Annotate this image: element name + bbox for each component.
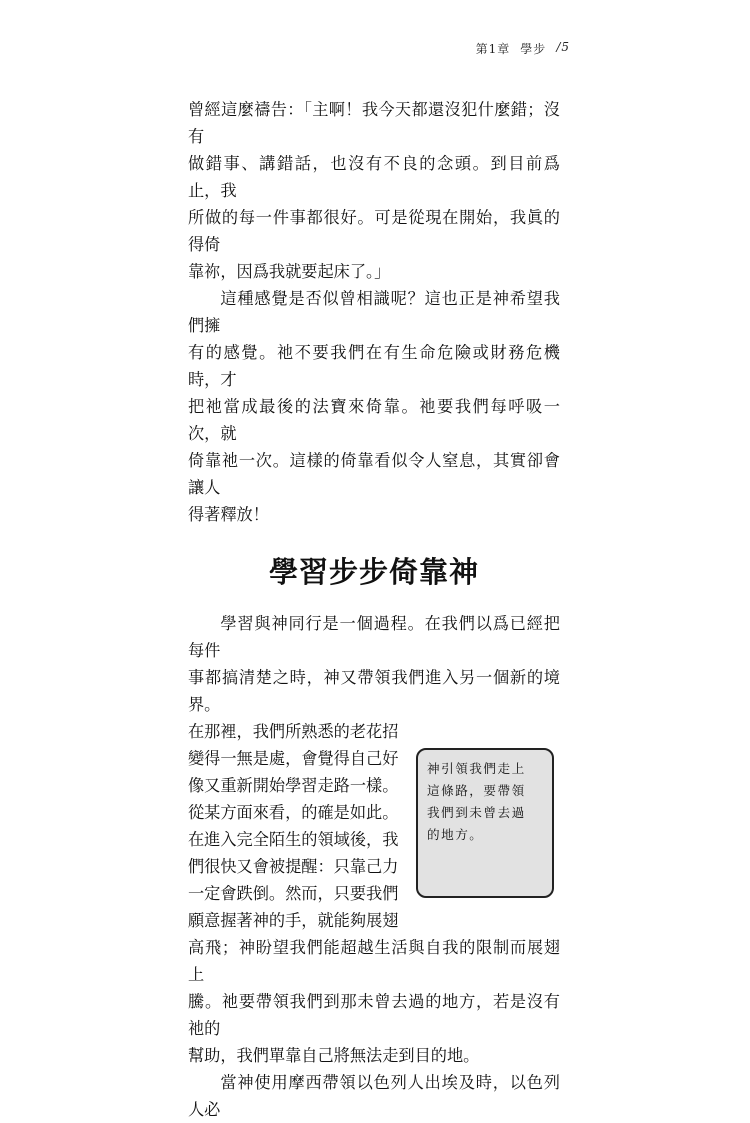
paragraph-prayer: 曾經這麼禱告：「主啊！我今天都還沒犯什麼錯；沒有 做錯事、講錯話，也沒有不良的念頭。到目前爲止，我 所做的每一件事都很好。可是從現在開始，我眞的得倚 靠祢，因爲我就要起床了。」 — [188, 100, 560, 281]
paragraph-continued: 高飛；神盼望我們能超越生活與自我的限制而展翅上 騰。祂要帶領我們到那未曾去過的地方，若是沒有祂的 幫助，我們單靠自己將無法走到目的地。 — [188, 938, 560, 1065]
page-body — [188, 96, 560, 1123]
running-head — [476, 40, 570, 57]
paragraph-wrapped: 在那裡，我們所熟悉的老花招 變得一無是處，會覺得自己好 像又重新開始學習走路一樣。 從某方面來看，的確是如此。 在進入完全陌生的領域後，我 們很快又會被提醒：只靠己力 一定會跌倒。然而，只要我們 願意握著神的手，就能夠展翅 — [188, 722, 399, 930]
paragraph-intro: 學習與神同行是一個過程。在我們以爲已經把每件 事都搞清楚之時，神又帶領我們進入另一個新的境界。 — [188, 614, 560, 714]
pull-quote-box: 神引領我們走上 這條路，要帶領 我們到未曾去過 的地方。 — [416, 748, 554, 898]
paragraph-feeling: 這種感覺是否似曾相識呢？這也正是神希望我們擁 有的感覺。祂不要我們在有生命危險或財務危機時，才 把祂當成最後的法寶來倚靠。祂要我們每呼吸一次，就 倚靠祂一次。這樣的倚靠看似令人窒息，其實卻會讓人 得著釋放！ — [188, 289, 560, 524]
paragraph-moses: 當神使用摩西帶領以色列人出埃及時，以色列人必 — [188, 1073, 560, 1119]
page-number: /5 — [556, 40, 570, 54]
chapter-title: 學步 — [520, 42, 547, 56]
section-heading: 學習步步倚靠神 — [268, 555, 479, 589]
chapter-number: 第1章 — [475, 42, 511, 56]
wrap-zone — [188, 718, 560, 934]
